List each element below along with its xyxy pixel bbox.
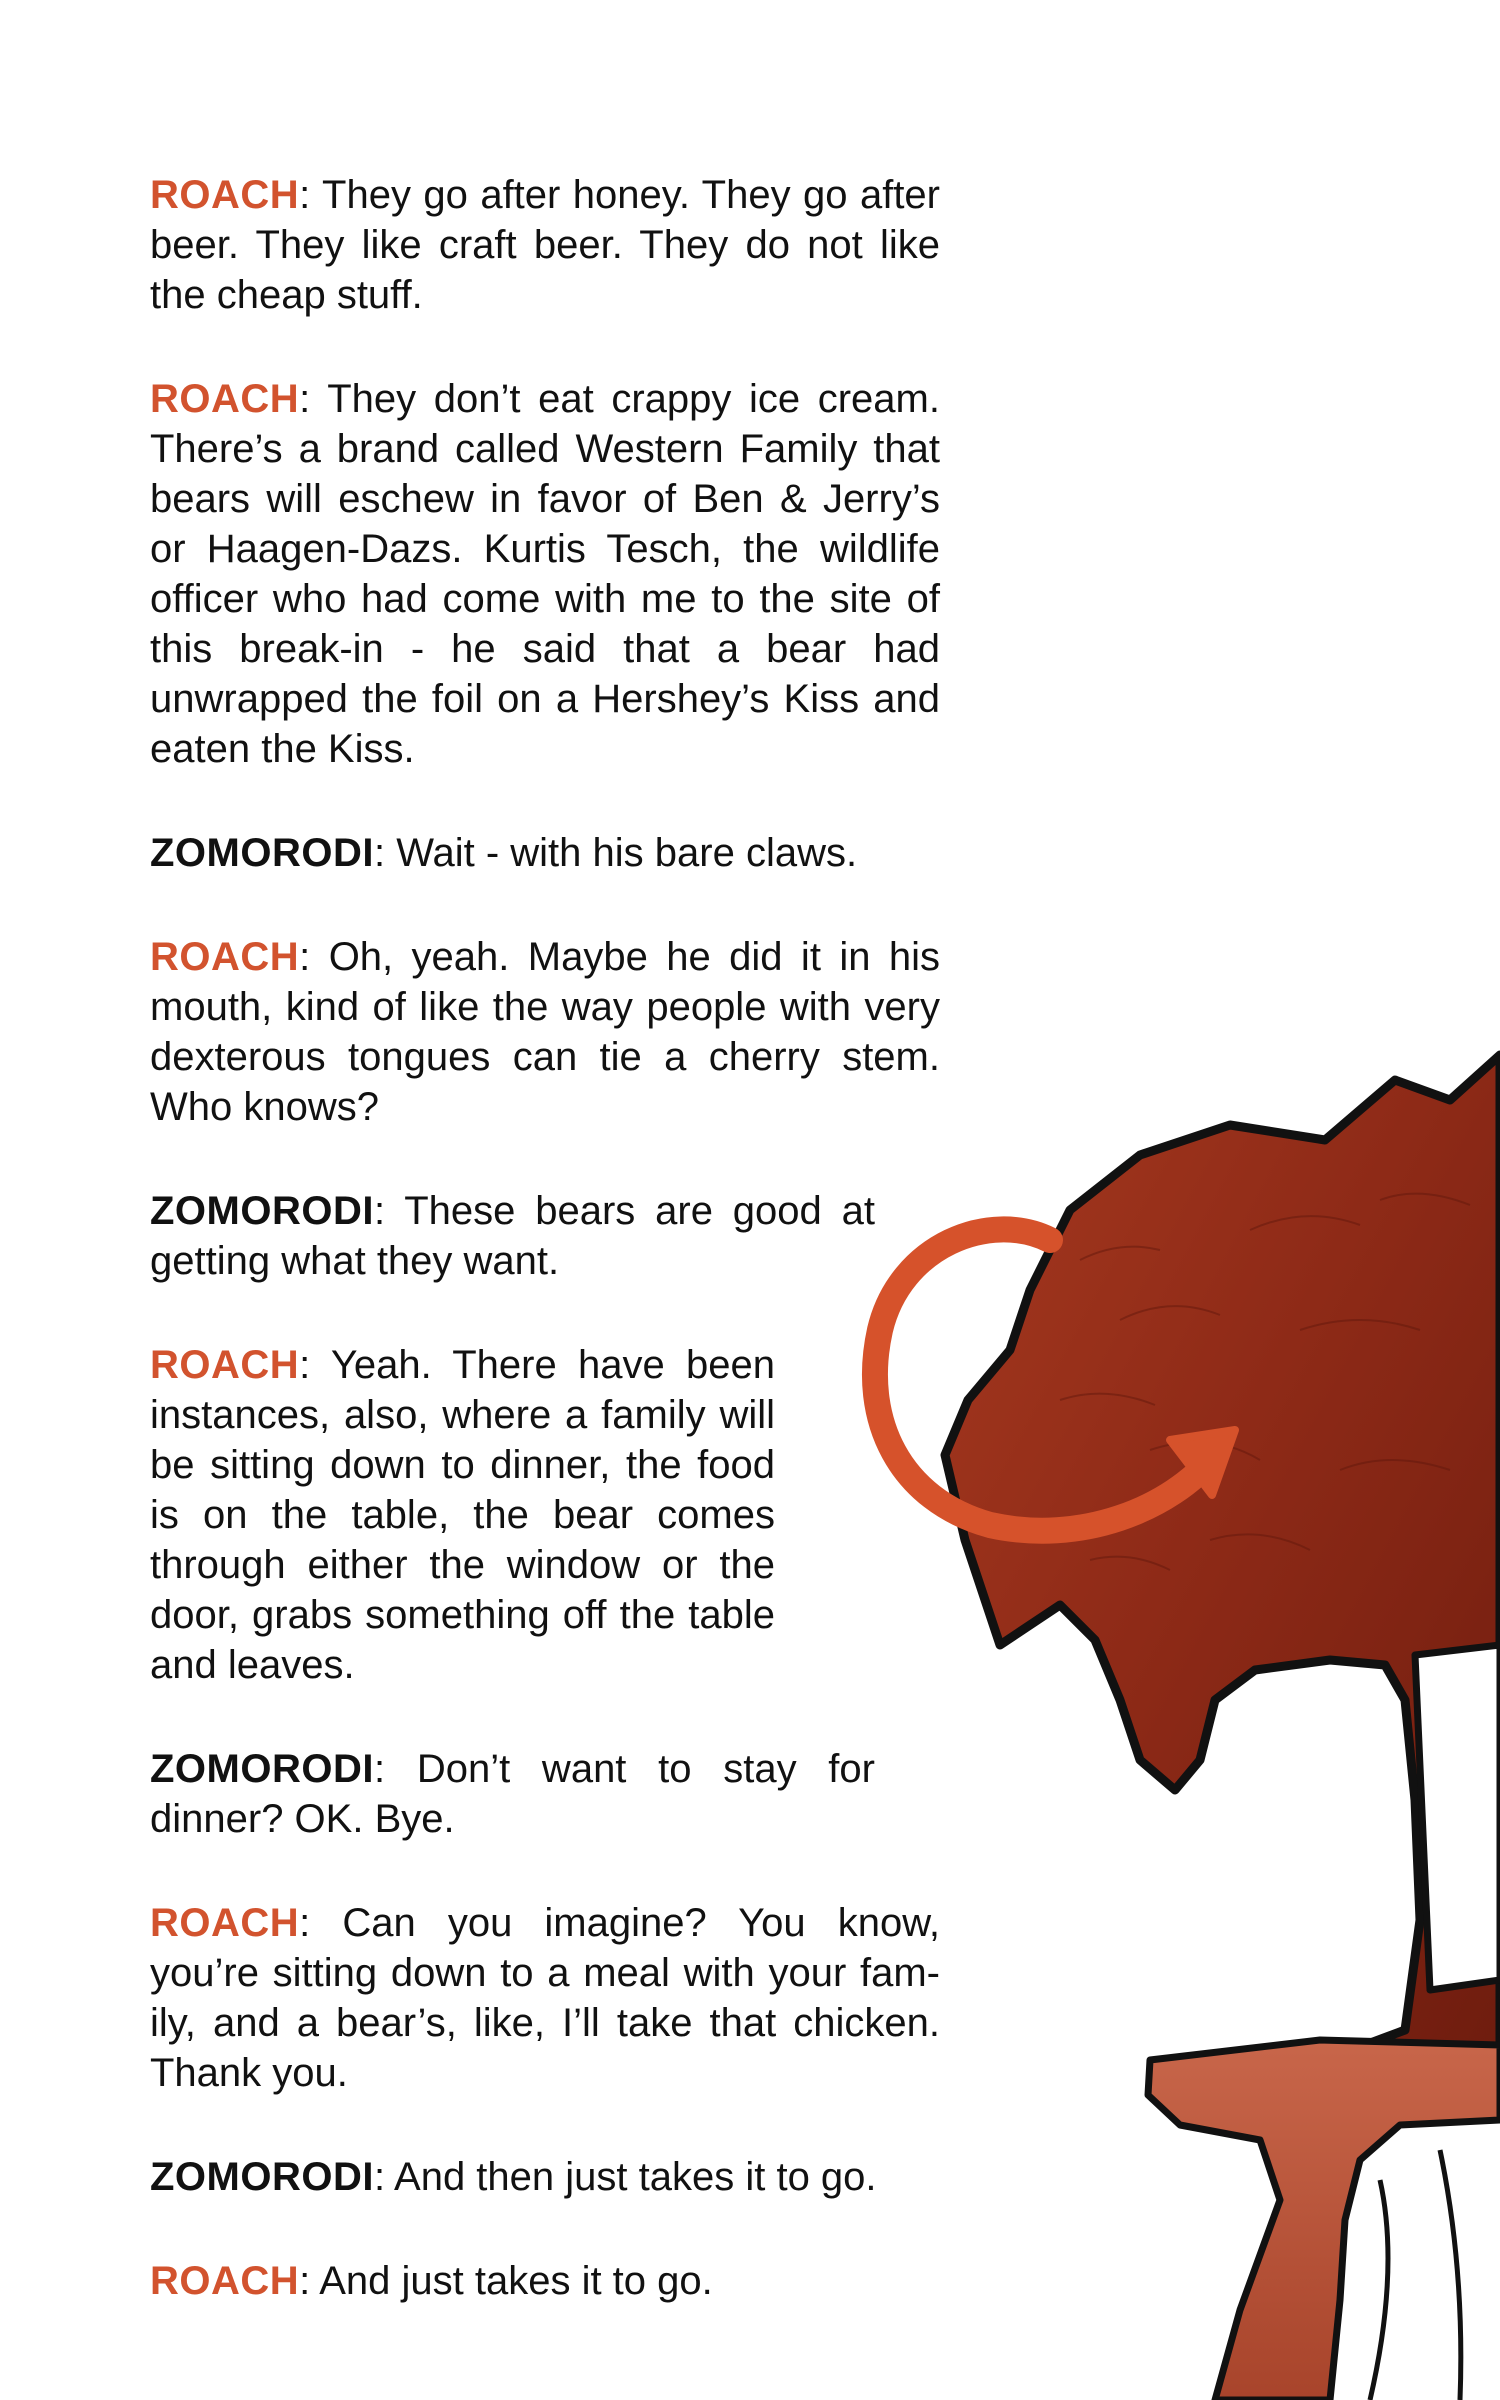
dialogue-text: Oh, yeah. Maybe he did it in his mouth, kind of like the way people with very dexterous tongues can tie a cherry stem. Who knows? bbox=[150, 935, 940, 1129]
dialogue-entry: ROACH: And just takes it to go. bbox=[150, 2259, 713, 2303]
dialogue-text: And just takes it to go. bbox=[319, 2259, 713, 2303]
dialogue-text: These bears are good at getting what they want. bbox=[150, 1189, 875, 1283]
dialogue-entry: ROACH: They go after honey. They go after beer. They like craft beer. They do not like the cheap stuff. bbox=[150, 173, 940, 317]
dialogue-transcript bbox=[150, 170, 1090, 2360]
speaker-name: ROACH bbox=[150, 377, 300, 421]
dialogue-text: Don’t want to stay for dinner? OK. Bye. bbox=[150, 1747, 875, 1841]
dialogue-entry: ROACH: Can you imagine? You know, you’re sitting down to a meal with your family, and a bear’s, like, I’ll take that chicken. Thank you. bbox=[150, 1901, 940, 2095]
dialogue-entry: ZOMORODI: These bears are good at getting what they want. bbox=[150, 1189, 875, 1283]
leg-gap bbox=[1415, 1645, 1500, 1990]
speaker-name: ROACH bbox=[150, 935, 300, 979]
speaker-name: ROACH bbox=[150, 173, 300, 217]
dialogue-text: They go after honey. They go after beer. They like craft beer. They do not like the cheap stuff. bbox=[150, 173, 940, 317]
dialogue-entry: ROACH: They don’t eat crappy ice cream. There’s a brand called Western Family that bears will eschew in favor of Ben & Jerry’s or Haagen-Dazs. Kurtis Tesch, the wildlife officer who had come with me to the site of this break-in - he said that a bear had unwrapped the foil on a Hershey’s Kiss and eaten the Kiss. bbox=[150, 377, 940, 771]
speaker-name: ROACH bbox=[150, 1901, 300, 1945]
speaker-name: ZOMORODI bbox=[150, 1189, 374, 1233]
speaker-name: ROACH bbox=[150, 2259, 300, 2303]
dialogue-text: And then just takes it to go. bbox=[394, 2155, 877, 2199]
dialogue-entry: ROACH: Oh, yeah. Maybe he did it in his mouth, kind of like the way people with very dexterous tongues can tie a cherry stem. Who knows? bbox=[150, 935, 940, 1129]
dialogue-text: Wait - with his bare claws. bbox=[396, 831, 858, 875]
speaker-name: ZOMORODI bbox=[150, 2155, 374, 2199]
dialogue-text: Yeah. There have been instances, also, where a family will be sitting down to dinner, the food is on the table, the bear comes through either the window or the door, grabs something off the table and leaves. bbox=[150, 1343, 775, 1687]
speaker-name: ZOMORODI bbox=[150, 1747, 374, 1791]
dialogue-entry: ZOMORODI: And then just takes it to go. bbox=[150, 2155, 877, 2199]
speaker-name: ROACH bbox=[150, 1343, 300, 1387]
bear-paw bbox=[1148, 2040, 1500, 2400]
speaker-name: ZOMORODI bbox=[150, 831, 374, 875]
dialogue-entry: ZOMORODI: Don’t want to stay for dinner? OK. Bye. bbox=[150, 1747, 875, 1841]
dialogue-entry: ROACH: Yeah. There have been instances, also, where a family will be sitting down to dinner, the food is on the table, the bear comes through either the window or the door, grabs something off the table and leaves. bbox=[150, 1343, 775, 1687]
dialogue-text: Can you imagine? You know, you’re sitting down to a meal with your family, and a bear’s, like, I’ll take that chicken. Thank you. bbox=[150, 1901, 940, 2095]
dialogue-text: They don’t eat crappy ice cream. There’s a brand called Western Family that bears will eschew in favor of Ben & Jerry’s or Haagen-Dazs. Kurtis Tesch, the wildlife officer who had come with me to the site of this break-in - he said that a bear had unwrapped the foil on a Hershey’s Kiss and eaten the Kiss. bbox=[150, 377, 940, 771]
dialogue-entry: ZOMORODI: Wait - with his bare claws. bbox=[150, 831, 858, 875]
